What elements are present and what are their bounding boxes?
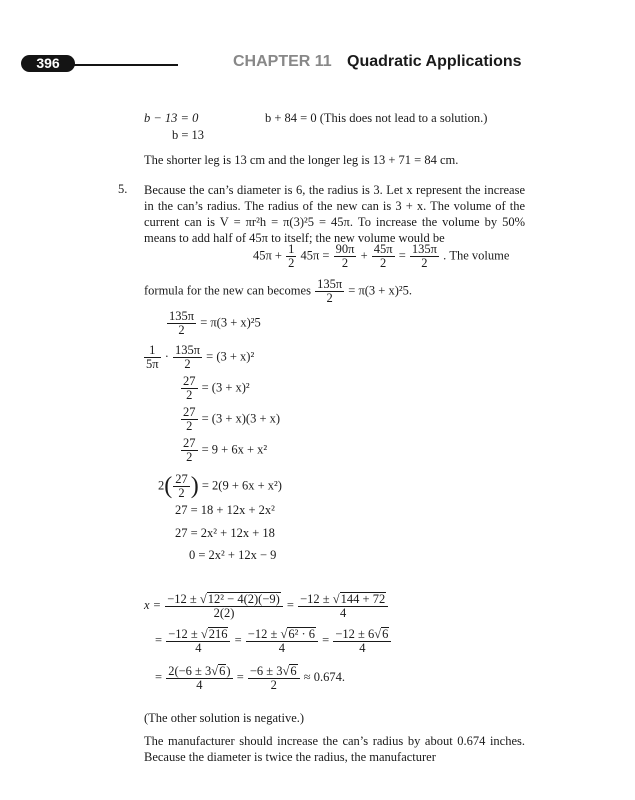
frac-quad-1a [165,592,283,620]
chapter-title: Quadratic Applications [347,53,522,70]
plus-sign: + [360,248,368,263]
frac-quad-2c [333,627,391,655]
step-3 [180,375,250,402]
frac-half-a [286,243,296,270]
frac-num: 27 [183,374,196,388]
num-text: −12 ± 6 [335,627,375,641]
num-text: −12 ± [167,592,197,606]
frac-27-2 [181,375,198,402]
step-6-rhs: = 2(9 + 6x + x²) [201,478,282,493]
equals-sign: = [286,597,294,612]
step-5 [180,437,267,464]
step-2 [143,344,254,371]
equals-sign: = [234,632,242,647]
step-7: 27 = 18 + 12x + 2x² [175,503,275,517]
num-text: −12 ± [247,627,278,641]
frac-num: 27 [183,436,196,450]
frac-quad-2b [246,627,318,655]
radicand: 6 [290,664,297,678]
equation-b-plus: b + 84 = 0 (This does not lead to a solution.) [265,111,488,125]
frac-num: 1 [288,242,295,256]
quadratic-line-3 [155,664,345,692]
frac-den: 4 [359,641,366,655]
num-text: −12 ± [300,592,330,606]
frac-den: 2 [270,678,277,692]
frac-num: 135π [174,343,201,357]
frac-den: 2(2) [213,606,235,620]
equation-b-minus: b − 13 = 0 [144,111,199,125]
frac-den: 2 [288,256,295,270]
dot-sign: · [164,349,169,364]
chapter-label: CHAPTER 11 [233,53,332,70]
page-number: 396 [21,55,75,72]
equals-sign: = [236,669,244,684]
step-3-rhs: = (3 + x)² [201,380,250,395]
frac-den: 2 [184,357,191,371]
equals-sign: = [155,669,163,684]
frac-num: −12 ± √6² · 6 [246,627,318,642]
frac-num: 90π [335,242,355,256]
new-volume-expression [253,243,509,270]
frac-27-2 [181,406,198,433]
frac-den: 2 [186,419,193,433]
step-1 [166,310,261,337]
frac-num: −12 ± √144 + 72 [298,592,388,607]
vol-term-b: 45π = [300,248,330,263]
problem-number: 5. [118,182,128,196]
frac-num: 27 [175,472,188,486]
frac-quad-1b [298,592,388,620]
step-4-rhs: = (3 + x)(3 + x) [201,411,281,426]
equation-b-result: b = 13 [172,128,205,142]
formula-text: formula for the new can becomes [144,283,311,298]
num-text: 2(−6 ± 3 [168,664,212,678]
radicand: 6 [219,664,226,678]
radicand: 6² · 6 [288,627,316,641]
step-4 [180,406,280,433]
quadratic-line-1 [144,592,389,620]
frac-quad-3b [248,664,300,692]
frac-den: 2 [186,388,193,402]
frac-num: 27 [183,405,196,419]
formula-rhs: = π(3 + x)²5. [348,283,412,298]
radicand: 144 + 72 [340,592,386,606]
coef-two: 2 [158,478,165,493]
step-9: 0 = 2x² + 12x − 9 [189,548,277,562]
frac-den: 5π [146,357,159,371]
frac-den: 4 [340,606,347,620]
radicand: 216 [208,627,228,641]
quadratic-line-2 [155,627,392,655]
frac-den: 2 [326,291,333,305]
frac-45pi [372,243,395,270]
frac-num: −12 ± √216 [166,627,230,642]
frac-den: 4 [278,641,286,655]
frac-num: −6 ± 3√6 [248,664,300,679]
step-5-rhs: = 9 + 6x + x² [201,442,268,457]
step-1-rhs: = π(3 + x)²5 [200,315,261,330]
equals-sign: = [322,632,330,647]
frac-135pi [167,310,196,337]
frac-num: −12 ± 6√6 [333,627,391,642]
frac-den: 2 [341,256,349,270]
frac-num: 135π [169,309,195,323]
x-equals: x = [144,597,162,612]
frac-one-over-5pi [144,344,161,371]
frac-num: 135π [411,242,437,256]
frac-27-2 [173,473,190,500]
num-text: −12 ± [168,627,198,641]
frac-27-2 [181,437,198,464]
frac-den: 2 [421,256,428,270]
frac-den: 4 [196,678,203,692]
step-6: 2( $\frac{27}{2}$ ) = 2(9 + 6x + x²) [158,472,282,500]
frac-num: 135π [317,277,343,291]
approx-result: ≈ 0.674. [303,669,346,684]
equals-sign: = [398,248,406,263]
num-text: −6 ± 3 [249,664,283,678]
frac-quad-3a [166,664,232,692]
frac-den: 2 [186,450,193,464]
step-2-rhs: = (3 + x)² [206,349,255,364]
volume-end-text: . The volume [443,248,510,263]
frac-90pi [334,243,357,270]
header-rule [72,64,178,66]
radicand: 12² − 4(2)(−9) [207,592,280,606]
frac-135pi [315,278,344,305]
frac-num: −12 ± √12² − 4(2)(−9) [165,592,283,607]
vol-term-a: 45π + [253,248,282,263]
frac-den: 4 [195,641,202,655]
frac-135pi [410,243,439,270]
radicand: 6 [382,627,389,641]
problem-paragraph: Because the can’s diameter is 6, the radius is 3. Let x represent the increase in the can’s radius. The radius of the new can is 3 + x. The volume of the current can is V = πr²h = π(3)²5 = 45π. To increase the volume by 50% means to add half of 45π to itself; the new volume would be [144,183,525,245]
frac-135pi [173,344,202,371]
frac-den: 2 [178,486,185,500]
close-paren: ) [226,664,231,678]
step-8: 27 = 2x² + 12x + 18 [175,526,275,540]
frac-den: 2 [380,256,387,270]
frac-num: 2(−6 ± 3√6) [168,664,231,678]
equals-sign: = [155,632,163,647]
other-solution-note: (The other solution is negative.) [144,711,305,725]
frac-num: 45π [373,242,393,256]
frac-quad-2a [166,627,230,655]
legs-sentence: The shorter leg is 13 cm and the longer leg is 13 + 71 = 84 cm. [144,153,459,167]
final-paragraph: The manufacturer should increase the can’s radius by about 0.674 inches. Because the diameter is twice the radius, the manufacturer [144,734,525,764]
formula-line [144,278,412,305]
frac-num: 1 [144,344,161,358]
frac-den: 2 [178,323,185,337]
